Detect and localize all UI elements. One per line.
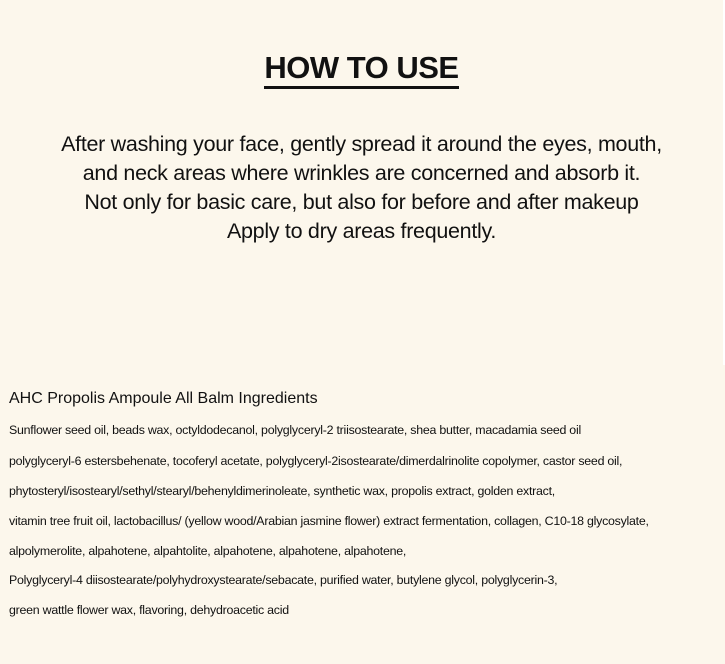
instruction-line: After washing your face, gently spread it around the eyes, mouth, bbox=[61, 132, 662, 156]
ingredient-line: Polyglyceryl-4 diisostearate/polyhydroxystearate/sebacate, purified water, butylene glycol, polyglycerin-3, bbox=[9, 573, 558, 587]
how-to-use-instructions bbox=[0, 130, 723, 246]
ingredient-line: alpolymerolite, alpahotene, alpahtolite, alpahotene, alpahotene, alpahotene, bbox=[9, 544, 407, 558]
ingredient-line: Sunflower seed oil, beads wax, octyldodecanol, polyglyceryl-2 triisostearate, shea butter, macadamia seed oil bbox=[9, 423, 581, 437]
ingredient-line: phytosteryl/isostearyl/sethyl/stearyl/behenyldimerinoleate, synthetic wax, propolis extract, golden extract, bbox=[9, 484, 555, 498]
instruction-line: Not only for basic care, but also for before and after makeup bbox=[84, 190, 639, 214]
instruction-line: and neck areas where wrinkles are concerned and absorb it. bbox=[82, 161, 641, 185]
instruction-line: Apply to dry areas frequently. bbox=[226, 219, 497, 243]
ingredient-line: vitamin tree fruit oil, lactobacillus/ (yellow wood/Arabian jasmine flower) extract fermentation, collagen, C10-18 glycosylate, bbox=[9, 514, 649, 528]
ingredient-line: polyglyceryl-6 estersbehenate, tocoferyl acetate, polyglyceryl-2isostearate/dimerdalrinolite copolymer, castor seed oil, bbox=[9, 454, 623, 468]
how-to-use-heading bbox=[0, 50, 723, 86]
ingredient-line: green wattle flower wax, flavoring, dehydroacetic acid bbox=[9, 603, 289, 617]
ingredients-title: AHC Propolis Ampoule All Balm Ingredients bbox=[9, 390, 318, 407]
how-to-use-title: HOW TO USE bbox=[264, 50, 458, 89]
